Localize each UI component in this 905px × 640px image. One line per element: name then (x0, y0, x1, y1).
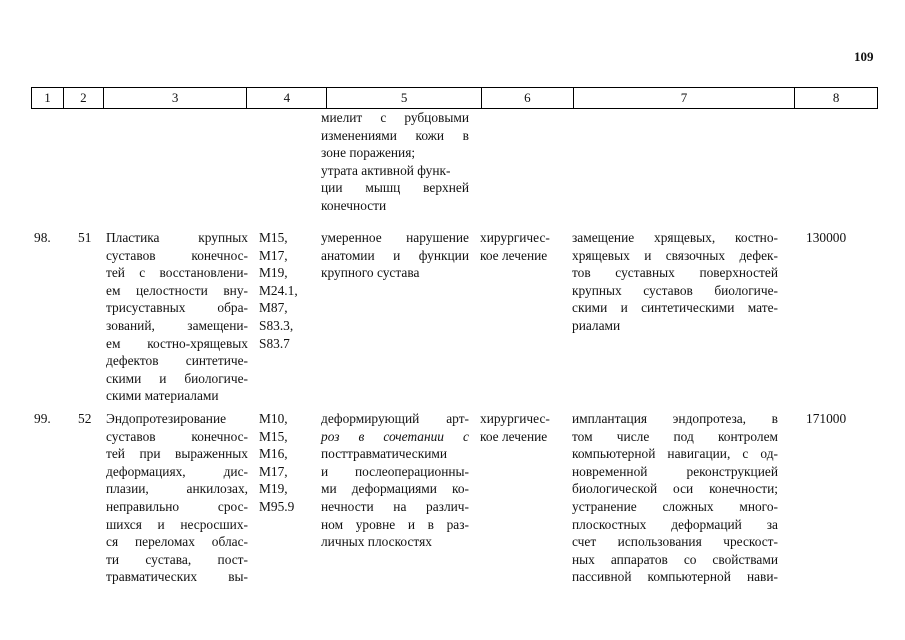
text-line: скими материалами (106, 388, 219, 404)
row-98-model (321, 229, 469, 282)
text-line: ции мышц верхней (321, 180, 469, 196)
text-line: тей при выраженных (106, 446, 248, 462)
text-line: умеренное нарушение (321, 230, 469, 245)
row-99-method (572, 410, 778, 586)
text-line: том числе под контролем (572, 428, 778, 444)
row-99-model (321, 410, 469, 551)
text-line: конечности (321, 197, 387, 213)
text-line: хрящевых и связочных дефек- (572, 247, 778, 263)
header-col-6: 6 (482, 88, 574, 108)
text-line: роз в сочетании с (321, 428, 469, 444)
text-line: трисуставных обра- (106, 300, 248, 316)
text-line: Пластика крупных (106, 230, 248, 245)
text-line: тов суставных поверхностей (572, 265, 778, 281)
text-line: устранение сложных много- (572, 498, 778, 514)
text-line: посттравматическими (321, 446, 448, 462)
text-line: ных аппаратов со свойствами (572, 551, 778, 567)
code: M17, (259, 463, 288, 479)
code: M87, (259, 300, 288, 316)
row-98-number: 98. (34, 230, 51, 245)
code: M95.9 (259, 498, 295, 514)
text-line: дефектов синтетиче- (106, 353, 248, 369)
text-line: имплантация эндопротеза, в (572, 411, 778, 426)
text-line: хирургичес- (480, 230, 550, 245)
header-col-3: 3 (104, 88, 248, 108)
text-line: деформациях, дис- (106, 463, 248, 479)
text-line: нечности на различ- (321, 498, 469, 514)
text-line: кое лечение (480, 247, 548, 263)
code: M19, (259, 265, 288, 281)
text-line: неправильно срос- (106, 498, 248, 514)
text-line: суставов конечнос- (106, 428, 248, 444)
text-line: ном уровне и в раз- (321, 516, 469, 532)
text-line: ем целостности вну- (106, 282, 248, 298)
text-line: ем костно-хрящевых (106, 335, 248, 351)
text-line: скими и биологиче- (106, 370, 248, 386)
text-line: крупного сустава (321, 265, 420, 281)
header-col-5: 5 (327, 88, 482, 108)
text-line: компьютерной навигации, с од- (572, 446, 778, 462)
text-line: тей с восстановлени- (106, 265, 248, 281)
text-line: пассивной компьютерной нави- (572, 569, 778, 585)
code: M24.1, (259, 282, 298, 298)
text-line: счет использования чрескост- (572, 534, 778, 550)
text-line: ся переломах облас- (106, 534, 248, 550)
code: M15, (259, 428, 288, 444)
text-line: скими и синтетическими мате- (572, 300, 778, 316)
header-col-4: 4 (247, 88, 327, 108)
text-line: зоне поражения; (321, 145, 416, 161)
code: M10, (259, 411, 288, 426)
text-line: шихся и несросших- (106, 516, 248, 532)
text-line: новременной реконструкцией (572, 463, 778, 479)
code: M19, (259, 481, 288, 497)
header-col-8: 8 (832, 90, 840, 105)
text-line: суставов конечнос- (106, 247, 248, 263)
header-col-1: 1 (32, 88, 64, 108)
page-number: 109 (854, 49, 874, 64)
row-98-group: 51 (78, 230, 92, 245)
row-99-group: 52 (78, 411, 92, 426)
text-line: ми деформациями ко- (321, 481, 469, 497)
text-line: утрата активной функ- (321, 162, 451, 178)
row-99-treatment (480, 410, 550, 445)
row-98-method (572, 229, 778, 335)
header-col-2: 2 (64, 88, 104, 108)
continuation-model-cell (321, 109, 469, 215)
row-99-number: 99. (34, 411, 51, 426)
text-line: биологической оси конечности; (572, 481, 778, 497)
text-line: Эндопротезирование (106, 411, 227, 426)
header-col-7: 7 (574, 88, 795, 108)
row-99-codes (259, 410, 294, 516)
text-line: и послеоперационны- (321, 463, 469, 479)
row-98-name (106, 229, 248, 405)
text-line: крупных суставов биологиче- (572, 282, 778, 298)
text-line: плоскостных деформаций за (572, 516, 778, 532)
row-98-cost: 130000 (806, 230, 847, 245)
row-98-codes (259, 229, 298, 352)
row-99-name (106, 410, 248, 586)
text-line: анатомии и функции (321, 247, 469, 263)
text-line: травматических вы- (106, 569, 248, 585)
code: S83.7 (259, 335, 290, 351)
code: S83.3, (259, 317, 294, 333)
code: M17, (259, 247, 288, 263)
row-99-cost: 171000 (806, 411, 847, 426)
code: M15, (259, 230, 288, 245)
table-header-row (31, 87, 878, 109)
text-line: деформирующий арт- (321, 411, 469, 426)
text-line: миелит с рубцовыми (321, 110, 469, 125)
text-line: ти сустава, пост- (106, 551, 248, 567)
row-98-treatment (480, 229, 550, 264)
text-line: личных плоскостях (321, 534, 432, 550)
text-line: хирургичес- (480, 411, 550, 426)
code: M16, (259, 446, 288, 462)
text-line: риалами (572, 317, 621, 333)
text-line: изменениями кожи в (321, 127, 469, 143)
text-line: зований, замещени- (106, 317, 248, 333)
text-line: кое лечение (480, 428, 548, 444)
text-line: плазии, анкилозах, (106, 481, 248, 497)
text-line: замещение хрящевых, костно- (572, 230, 778, 245)
